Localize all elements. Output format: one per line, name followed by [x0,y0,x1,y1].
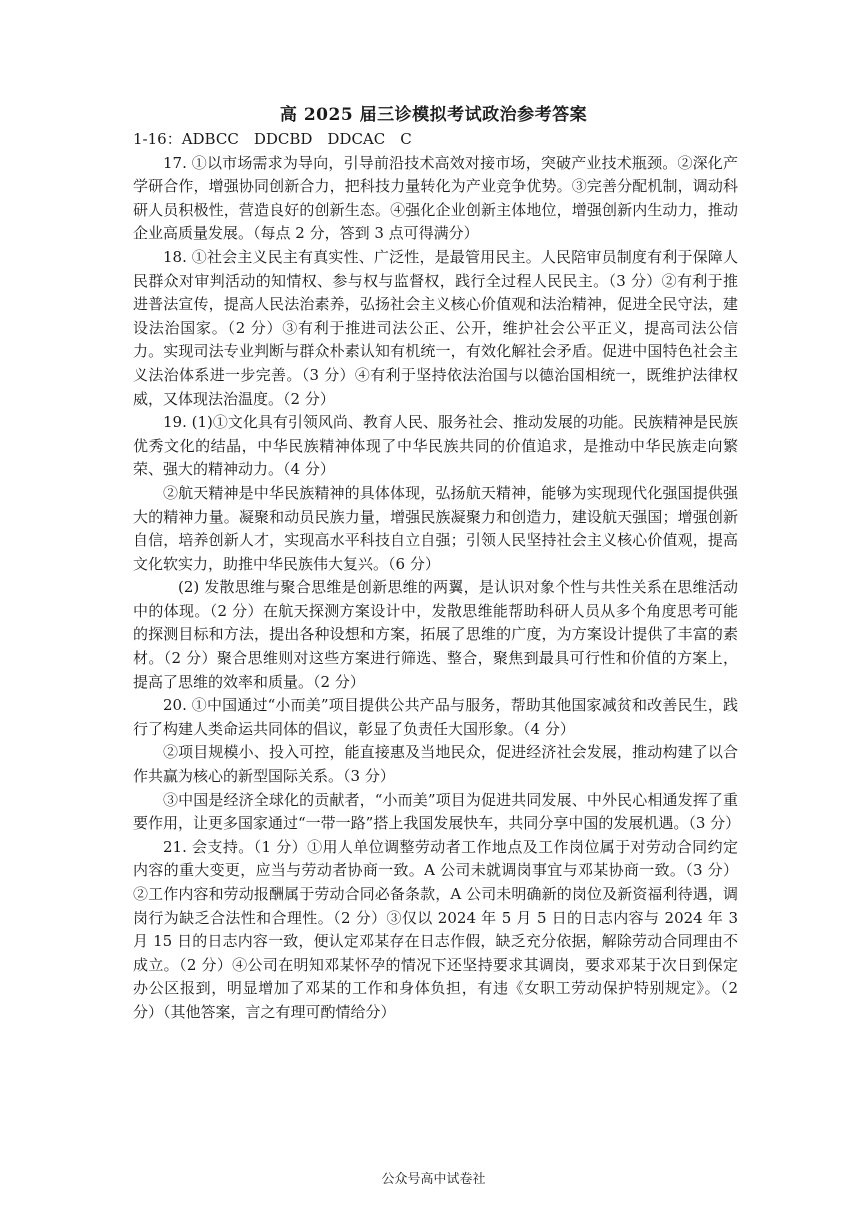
answer-q20-a: 20. ①中国通过“小而美”项目提供公共产品与服务，帮助其他国家减贫和改善民生，践行了构建人类命运共同体的倡议，彰显了负责任大国形象。（4 分） [133,696,738,738]
answer-q20-b: ②项目规模小、投入可控，能直接惠及当地民众，促进经济社会发展，推动构建了以合作共赢为核心的新型国际关系。（3 分） [133,743,738,786]
document-title: 高 2025 届三诊模拟考试政治参考答案 [279,105,588,125]
answer-content [133,128,741,1025]
answer-q19-part1-b: ②航天精神是中华民族精神的具体体现，弘扬航天精神，能够为实现现代化强国提供强大的精神力量。凝聚和动员民族力量，增强民族凝聚力和创造力，建设航天强国；增强创新自信，培养创新人才，实现高水平科技自立自强；引领人民坚持社会主义核心价值观，提高文化软实力，助推中华民族伟大复兴。（6 分） [133,483,738,573]
answer-q20-c: ③中国是经济全球化的贡献者，“小而美”项目为促进共同发展、中外民心相通发挥了重要作用，让更多国家通过“一带一路”搭上我国发展快车，共同分享中国的发展机遇。（3 分） [133,790,741,833]
mcq-answers: 1-16：ADBCC DDCBD DDCAC C [133,130,412,148]
answer-q19-part2: (2) 发散思维与聚合思维是创新思维的两翼，是认识对象个性与共性关系在思维活动中的体现。（2 分）在航天探测方案设计中，发散思维能帮助科研人员从多个角度思考可能的探测目标和方法，提出各种设想和方案，拓展了思维的广度，为方案设计提供了丰富的素材。（2 分）聚合思维则对这些方案进行筛选、整合，聚焦到最具可行性和价值的方案上，提高了思维的效率和质量。（2 分） [133,578,738,691]
answer-q21: 21. 会支持。（1 分）①用人单位调整劳动者工作地点及工作岗位属于对劳动合同约定内容的重大变更，应当与劳动者协商一致。A 公司未就调岗事宜与邓某协商一致。（3 分）②工作内容和劳动报酬属于劳动合同必备条款，A 公司未明确新的岗位及新资福利待遇，调岗行为缺乏合法性和合理性。（2 分）③仅以 2024 年 5 月 5 日的日志内容与 2024 年 3 月 15 日的日志内容一致，便认定邓某存在日志作假，缺乏充分依据，解除劳动合同理由不成立。（2 分）④公司在明知邓某怀孕的情况下还坚持要求其调岗，要求邓某于次日到保定办公区报到，明显增加了邓某的工作和身体负担，有违《女职工劳动保护特别规定》。（2 分）（其他答案，言之有理可酌情给分） [133,837,738,1021]
answer-q19-part1-a: 19. (1)①文化具有引领风尚、教育人民、服务社会、推动发展的功能。民族精神是民族优秀文化的结晶，中华民族精神体现了中华民族共同的价值追求，是推动中华民族走向繁荣、强大的精神动力。（4 分） [133,413,738,479]
answer-q18: 18. ①社会主义民主有真实性、广泛性，是最管用民主。人民陪审员制度有利于保障人民群众对审判活动的知情权、参与权与监督权，践行全过程人民民主。（3 分）②有利于推进普法宣传，提高人民法治素养，弘扬社会主义核心价值观和法治精神，促进全民守法，建设法治国家。（2 分）③有利于推进司法公正、公开，维护社会公平正义，提高司法公信力。实现司法专业判断与群众朴素认知有机统一，有效化解社会矛盾。促进中国特色社会主义法治体系进一步完善。（3 分）④有利于坚持依法治国与以德治国相统一，既维护法律权威，又体现法治温度。（2 分） [133,247,738,408]
answer-q17: 17. ①以市场需求为导向，引导前沿技术高效对接市场，突破产业技术瓶颈。②深化产学研合作，增强协同创新合力，把科技力量转化为产业竞争优势。③完善分配机制，调动科研人员积极性，营造良好的创新生态。④强化企业创新主体地位，增强创新内生动力，推动企业高质量发展。（每点 2 分，答到 3 点可得满分） [133,153,738,243]
footer-watermark: 公众号高中试卷社 [381,1172,486,1187]
